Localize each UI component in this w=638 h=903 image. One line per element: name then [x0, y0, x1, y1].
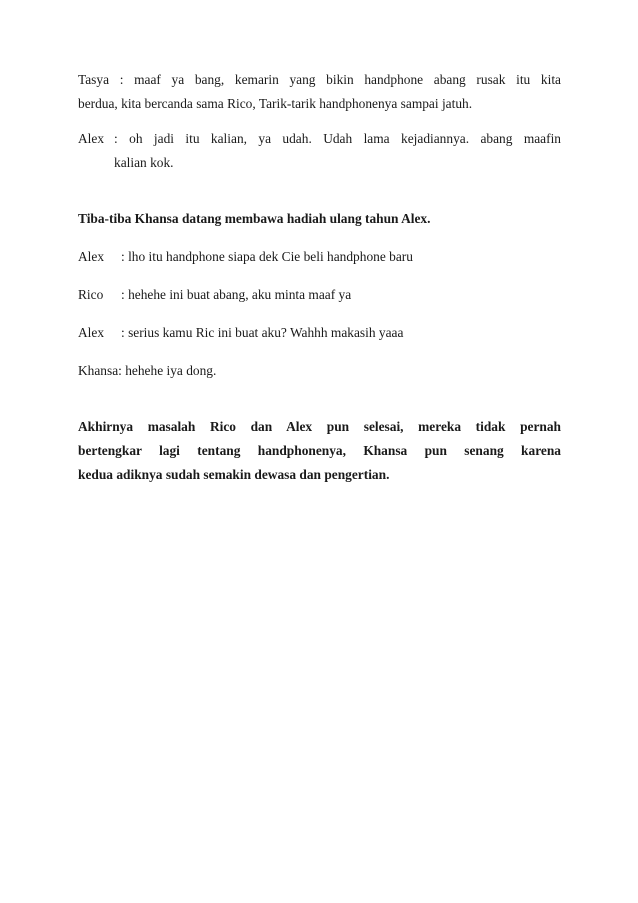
- alex-dialog-1: [78, 127, 561, 151]
- dialog-row-alex: [78, 245, 561, 269]
- tasya-dialog-line-1: Tasya : maaf ya bang, kemarin yang bikin handphone abang rusak itu kita: [78, 72, 561, 87]
- dialog-row-rico: [78, 283, 561, 307]
- dialog-text: : lho itu handphone siapa dek Cie beli handphone baru: [121, 249, 413, 264]
- document-page: [78, 68, 561, 487]
- alex-dialog-1-continuation: kalian kok.: [114, 155, 174, 170]
- closing-line-3: kedua adiknya sudah semakin dewasa dan pengertian.: [78, 467, 390, 482]
- tasya-dialog-line-2: berdua, kita bercanda sama Rico, Tarik-tarik handphonenya sampai jatuh.: [78, 96, 473, 111]
- speaker-name: Alex: [78, 325, 105, 340]
- dialog-text: : oh jadi itu kalian, ya udah. Udah lama kejadiannya. abang maafin: [114, 131, 561, 146]
- closing-line-1: Akhirnya masalah Rico dan Alex pun selesai, mereka tidak pernah: [78, 419, 561, 434]
- dialog-text: : hehehe ini buat abang, aku minta maaf ya: [121, 287, 352, 302]
- speaker-name: Alex: [78, 249, 105, 264]
- speaker-name: Rico: [78, 287, 104, 302]
- khansa-dialog: Khansa: hehehe iya dong.: [78, 363, 217, 378]
- speaker-name: Alex: [78, 131, 105, 146]
- dialog-row-alex-2: [78, 321, 561, 345]
- scene-heading: Tiba-tiba Khansa datang membawa hadiah ulang tahun Alex.: [78, 211, 431, 226]
- dialog-text: : serius kamu Ric ini buat aku? Wahhh makasih yaaa: [121, 325, 404, 340]
- closing-line-2: bertengkar lagi tentang handphonenya, Khansa pun senang karena: [78, 443, 561, 458]
